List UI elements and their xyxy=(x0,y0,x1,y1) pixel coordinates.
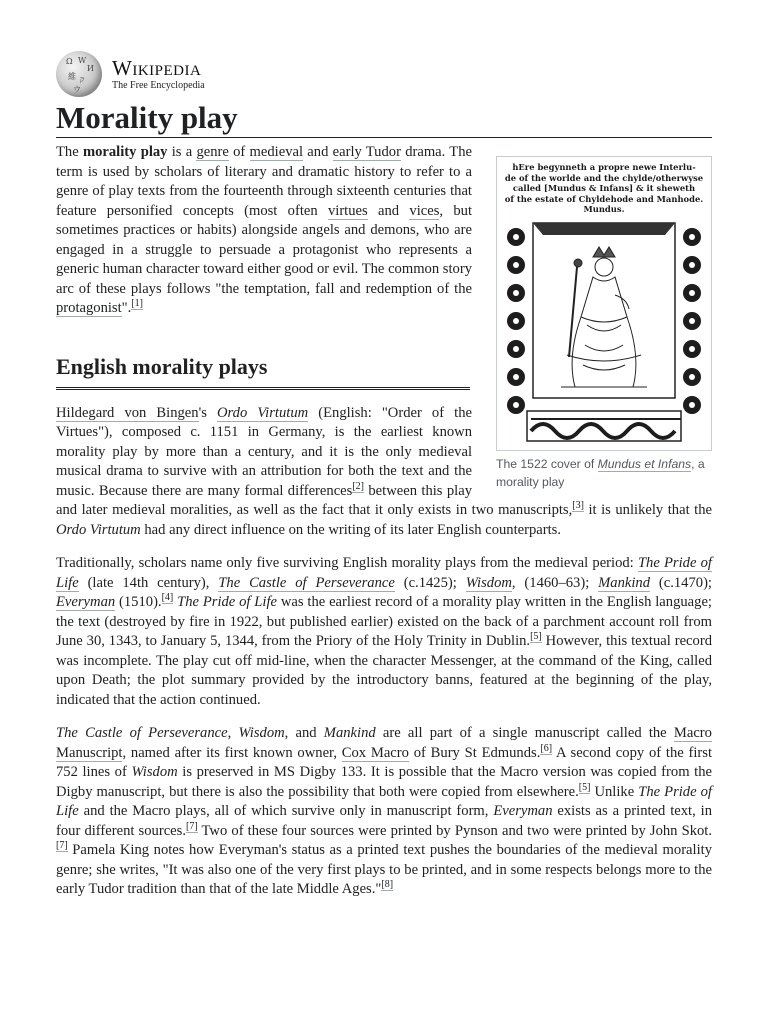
woodcut-title-line: hEre begynneth a propre newe Interlu- xyxy=(512,162,696,172)
citation-2[interactable]: [2] xyxy=(352,480,364,492)
link-medieval[interactable]: medieval xyxy=(249,144,304,160)
link-virtues[interactable]: virtues xyxy=(327,202,368,219)
globe-glyph: 維 xyxy=(68,72,76,81)
link-the-pride-of-life[interactable]: The Pride of Life xyxy=(56,555,712,591)
link-cox-macro[interactable]: Cox Macro xyxy=(341,744,409,761)
globe-glyph: Ω xyxy=(66,57,73,66)
wikipedia-globe-icon xyxy=(56,51,102,97)
woodcut-title xyxy=(497,157,711,215)
woodcut-title-line: de of the worlde and the chylde/otherwyse xyxy=(504,172,704,183)
infobox-figure xyxy=(496,156,712,491)
link-protagonist[interactable]: protagonist xyxy=(56,300,122,316)
citation-7b[interactable]: [7] xyxy=(56,840,68,852)
globe-glyph: ק xyxy=(80,75,85,84)
figure-drawing xyxy=(561,247,647,387)
citation-8[interactable]: [8] xyxy=(381,879,394,891)
link-macro-manuscript[interactable]: Macro Manuscript xyxy=(56,725,712,761)
citation-7[interactable]: [7] xyxy=(185,820,198,832)
globe-glyph: ウ xyxy=(73,85,81,94)
link-early-tudor[interactable]: early Tudor xyxy=(332,144,401,160)
link-wisdom[interactable]: Wisdom xyxy=(465,574,512,591)
woodcut-title-line: Mundus. xyxy=(583,204,625,215)
link-vices[interactable]: vices xyxy=(409,202,440,219)
citation-6[interactable]: [6] xyxy=(540,742,553,754)
woodcut-title-line: of the estate of Chyldehode and Manhode. xyxy=(504,193,704,204)
paragraph-ordo-virtutum: Hildegard von Bingen's Ordo Virtutum (English: "Order of the Virtues"), composed c. 1151 in Germany, is the earliest known morality play by more than a century, and it is the only medieval musical drama to survive with an attribution for both the text and the music. Because there are many formal differences[2] between this play and later medieval moralities, as well as the fact that it only exists in two manuscripts,[3] it is unlikely that the Ordo Virtutum had any direct influence on the writing of its later English counterparts. xyxy=(56,404,712,538)
paragraph-macro-manuscript: The Castle of Perseverance, Wisdom, and Mankind are all part of a single manuscript called the Macro Manuscript, named after its first known owner, Cox Macro of Bury St Edmunds.[6] A second copy of the first 752 lines of Wisdom is preserved in MS Digby 133. It is possible that the Macro version was copied from the Digby manuscript, but there is also the possibility that both were copied from elsewhere.[5] Unlike The Pride of Life and the Macro plays, all of which survive only in manuscript form, Everyman exists as a printed text, in four different sources.[7] Two of these four sources were printed by Pynson and two were printed by John Skot.[7] Pamela King notes how Everyman's status as a printed text pushes the boundaries of the medieval morality genre; she writes, "It was also one of the very first plays to be printed, and in some respects belongs more to the early Tudor tradition than that of the late Middle Ages."[8] xyxy=(56,725,713,897)
globe-glyph: И xyxy=(87,64,94,73)
caption-prefix: The 1522 cover of xyxy=(496,457,598,471)
site-brand[interactable] xyxy=(56,52,712,96)
section-heading: English morality plays xyxy=(56,353,470,390)
woodcut-illustration xyxy=(497,215,711,450)
caption-suffix: , a morality play xyxy=(496,457,705,489)
citation-5[interactable]: [5] xyxy=(530,631,542,643)
paragraph-surviving-plays: Traditionally, scholars name only five surviving English morality plays from the medieval period: The Pride of Life (late 14th century), The Castle of Perseverance (c.1425); Wisdom, (1460–63); Mankind (c.1470); Everyman (1510).[4] The Pride of Life was the earliest record of a morality play written in the English language; the text (destroyed by fire in 1922, but published earlier) existed on the back of a parchment account roll from June 30, 1343, to January 5, 1344, from the Priory of the Holy Trinity in Dublin.[5] However, this textual record was incomplete. The play cut off mid-line, when the character Messenger, at the command of the King, called upon Death; the plot summary provided by the introductory banns, featured at the beginning of the play, indicated that the action continued. xyxy=(56,555,712,708)
link-mankind[interactable]: Mankind xyxy=(598,574,651,591)
citation-5b[interactable]: [5] xyxy=(578,781,591,793)
link-the-castle-of-perseverance[interactable]: The Castle of Perseverance xyxy=(218,574,395,591)
woodcut-title-line: called [Mundus & Infans] & it sheweth xyxy=(512,183,696,194)
site-tagline: The Free Encyclopedia xyxy=(112,79,205,91)
page-title: Morality play xyxy=(56,99,712,138)
article-page xyxy=(56,52,712,914)
citation-4[interactable]: [4] xyxy=(161,592,174,604)
citation-1[interactable]: [1] xyxy=(131,298,143,310)
caption-link-mundus-et-infans[interactable]: Mundus et Infans xyxy=(597,457,692,471)
link-hildegard-von-bingen[interactable]: Hildegard von Bingen xyxy=(56,404,199,421)
woodcut-image[interactable] xyxy=(496,156,712,451)
link-genre[interactable]: genre xyxy=(196,144,229,160)
globe-glyph: W xyxy=(78,56,87,65)
image-caption xyxy=(496,455,712,491)
site-wordmark: Wikipedia xyxy=(112,55,202,80)
link-ordo-virtutum[interactable]: Ordo Virtutum xyxy=(216,404,309,421)
article-body xyxy=(56,143,712,900)
lead-paragraph: The morality play is a genre of medieval and early Tudor drama. The term is used by scholars of literary and dramatic history to refer to a genre of play texts from the fourteenth through sixteenth centuries that feature personified concepts (most often virtues and vices, but sometimes practices or habits) alongside angels and demons, who are engaged in a struggle to persuade a protagonist who represents a generic human character toward either good or evil. The common story arc of these plays follows "the temptation, fall and redemption of the protagonist".[1] xyxy=(56,144,472,316)
citation-3[interactable]: [3] xyxy=(572,500,584,512)
link-everyman[interactable]: Everyman xyxy=(56,594,116,610)
